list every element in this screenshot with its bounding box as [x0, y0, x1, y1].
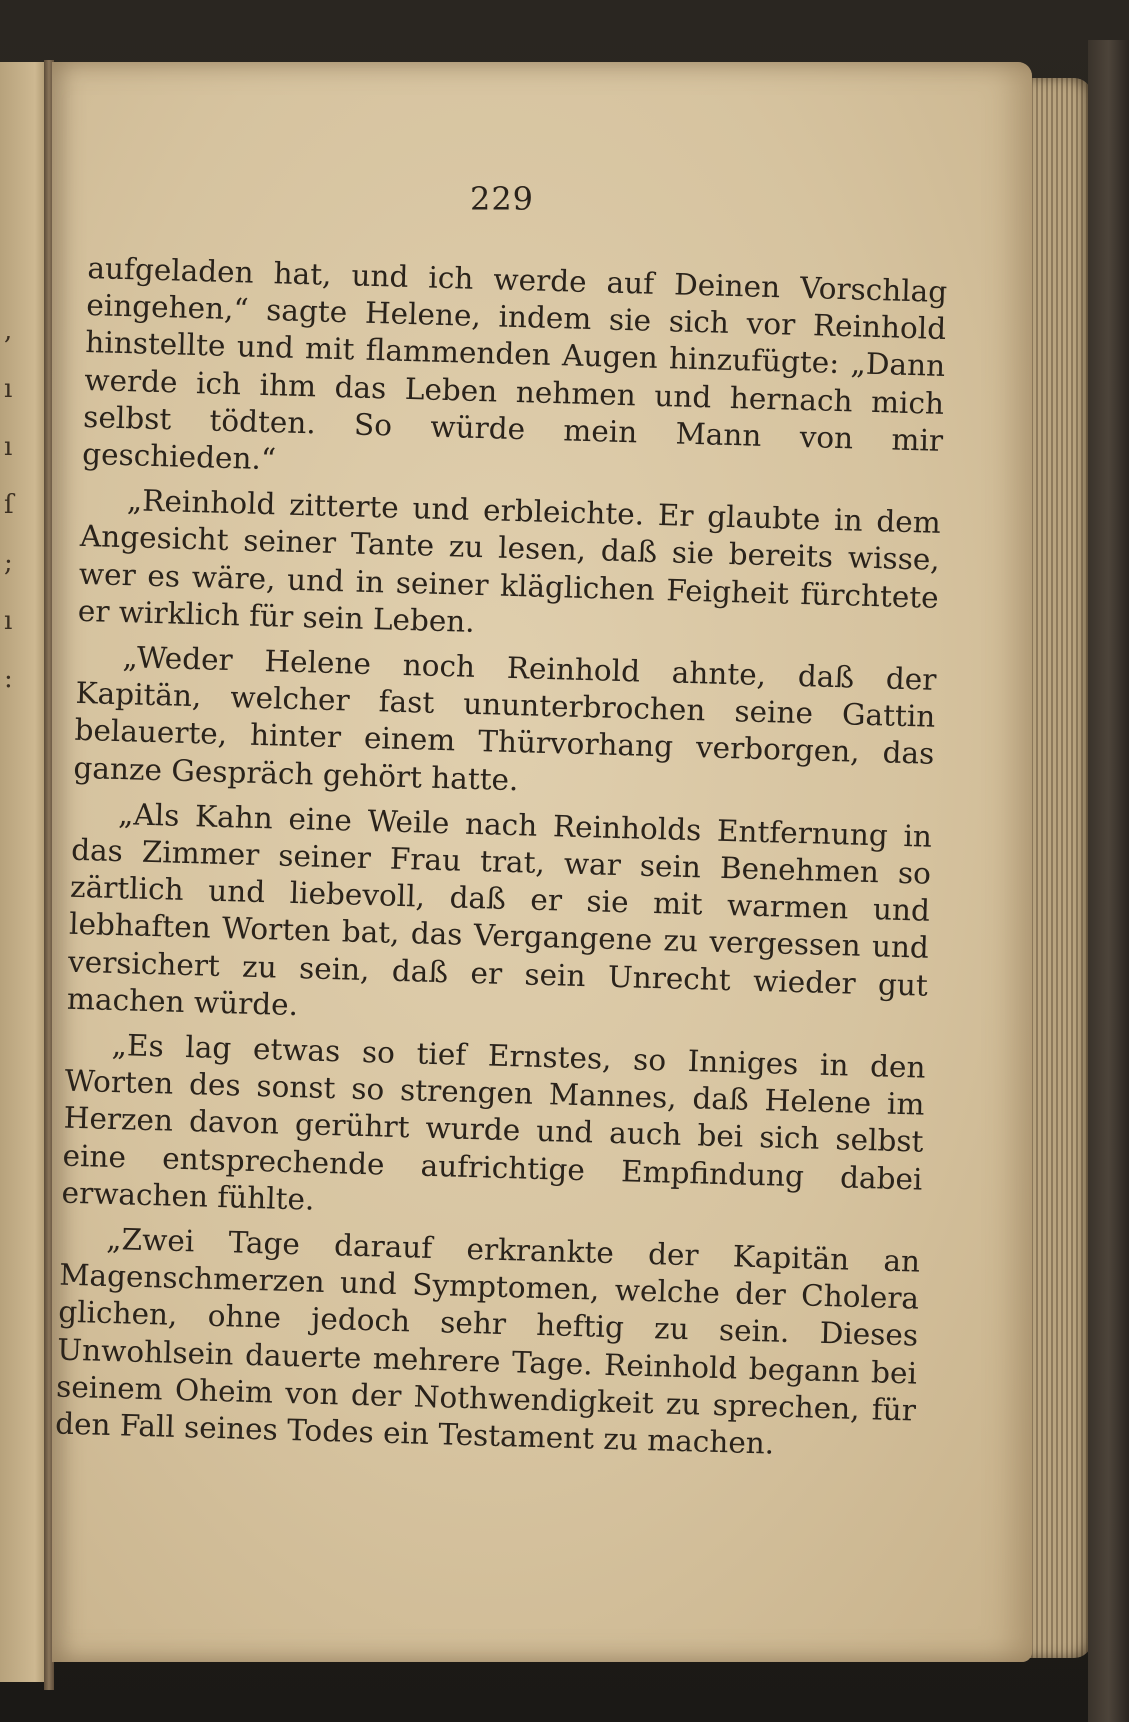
left-page-marks — [4, 302, 14, 708]
left-page-mark: , — [4, 316, 13, 346]
left-page-mark: ; — [4, 548, 13, 578]
left-page-edge — [0, 62, 50, 1682]
paragraph: „Reinhold zitterte und erbleichte. Er glaubte in dem Angesicht seiner Tante zu lesen, daß sie bereits wisse, wer es wäre, und in seiner kläglichen Feigheit fürchtete er wirklich für sein Leben. — [77, 483, 942, 639]
paragraph: „Als Kahn eine Weile nach Reinholds Entfernung in das Zimmer seiner Frau trat, war sein Benehmen so zärtlich und liebevoll, daß er sie mit warmen und lebhaften Worten bat, das Vergangene zu vergessen und versichert zu sein, daß er sein Unrecht wieder gut machen würde. — [66, 796, 933, 1023]
paragraph: „Weder Helene noch Reinhold ahnte, daß der Kapitän, welcher fast ununterbrochen seine Gattin belauerte, hinter einem Thürvorhang verborgen, das ganze Gespräch gehört hatte. — [73, 640, 937, 797]
paragraph: aufgeladen hat, und ich werde auf Deinen Vorschlag eingehen,“ sagte Helene, indem sie sich vor Reinhold hinstellte und mit flammenden Augen hinzufügte: „Dann werde ich ihm das Leben nehmen und hernach mich selbst tödten. So würde mein Mann von mir geschieden.“ — [81, 250, 948, 477]
left-page-mark: ſ — [4, 490, 14, 520]
left-page-mark: ı — [4, 374, 13, 404]
left-page-mark: ı — [4, 606, 13, 636]
page-edges — [1028, 78, 1092, 1658]
page-text — [54, 250, 947, 1475]
left-page-mark: ı — [4, 432, 13, 462]
left-page-mark: : — [4, 664, 13, 694]
page-number: 229 — [469, 180, 535, 218]
paragraph: „Es lag etwas so tief Ernstes, so Inniges in den Worten des sonst so strengen Mannes, daß Helene im Herzen davon gerührt wurde und auch bei sich selbst eine entsprechende aufrichtige Empfindung dabei erwachen fühlte. — [61, 1028, 926, 1217]
book-page — [52, 62, 1032, 1662]
book-cover — [1088, 40, 1129, 1722]
paragraph: „Zwei Tage darauf erkrankte der Kapitän an Magenschmerzen und Symptomen, welche der Cholera glichen, ohne jedoch sehr heftig zu sein. Dieses Unwohlsein dauerte mehrere Tage. Reinhold begann bei seinem Oheim von der Nothwendigkeit zu sprechen, für den Fall seines Todes ein Testament zu machen. — [54, 1221, 921, 1461]
